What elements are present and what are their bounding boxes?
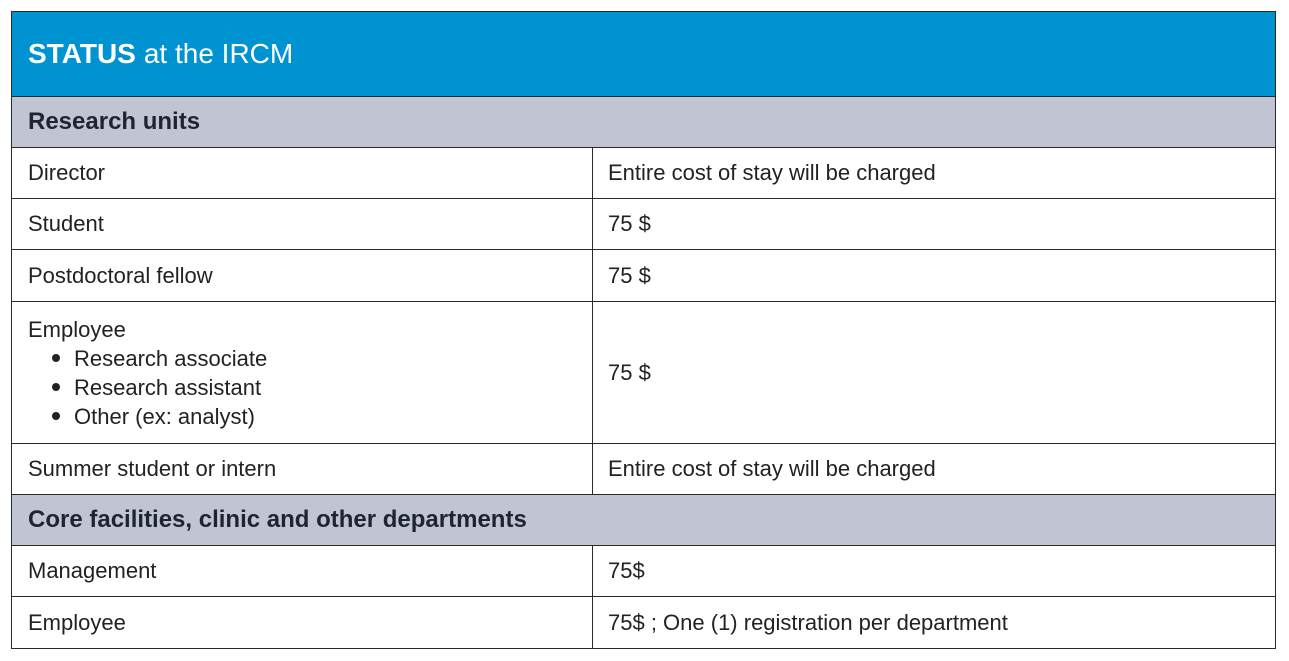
- table-row: [12, 148, 1275, 199]
- table-header: [12, 12, 1275, 97]
- list-item: [28, 402, 267, 431]
- cost-cell: 75 $: [608, 211, 651, 236]
- list-item-label: Research associate: [74, 345, 268, 371]
- status-cell: [12, 302, 593, 443]
- status-fee-table: [11, 11, 1276, 649]
- cost-cell: 75 $: [608, 359, 651, 385]
- header-title-bold: STATUS: [28, 38, 136, 69]
- table-row: [12, 444, 1275, 495]
- section-heading-core-facilities: Core facilities, clinic and other departments: [12, 495, 1275, 546]
- table-row: [12, 302, 1275, 444]
- cost-cell: Entire cost of stay will be charged: [608, 456, 936, 481]
- header-title-rest: at the IRCM: [143, 38, 294, 69]
- bullet-icon: [52, 354, 60, 362]
- status-cell: Summer student or intern: [12, 444, 593, 494]
- status-cell: Management: [12, 546, 593, 596]
- bullet-icon: [52, 383, 60, 391]
- cost-cell: 75 $: [608, 262, 651, 288]
- list-item-label: Research assistant: [74, 374, 262, 400]
- cost-cell: 75$: [608, 558, 645, 583]
- table-row: [12, 250, 1275, 302]
- cost-cell: Entire cost of stay will be charged: [608, 160, 936, 185]
- table-row: [12, 199, 1275, 250]
- table-row: [12, 546, 1275, 597]
- status-label: Employee: [28, 316, 126, 342]
- table-row: [12, 597, 1275, 648]
- list-item-label: Other (ex: analyst): [74, 403, 255, 429]
- list-item: [28, 373, 267, 402]
- employee-subtypes-list: [28, 344, 267, 431]
- list-item: [28, 344, 267, 373]
- status-cell: Director: [12, 148, 593, 198]
- status-cell: Employee: [12, 597, 593, 648]
- cost-cell: 75$ ; One (1) registration per department: [608, 609, 1008, 635]
- bullet-icon: [52, 412, 60, 420]
- status-cell: Student: [12, 199, 593, 249]
- status-cell: Postdoctoral fellow: [12, 250, 593, 301]
- section-heading-research-units: Research units: [12, 97, 1275, 148]
